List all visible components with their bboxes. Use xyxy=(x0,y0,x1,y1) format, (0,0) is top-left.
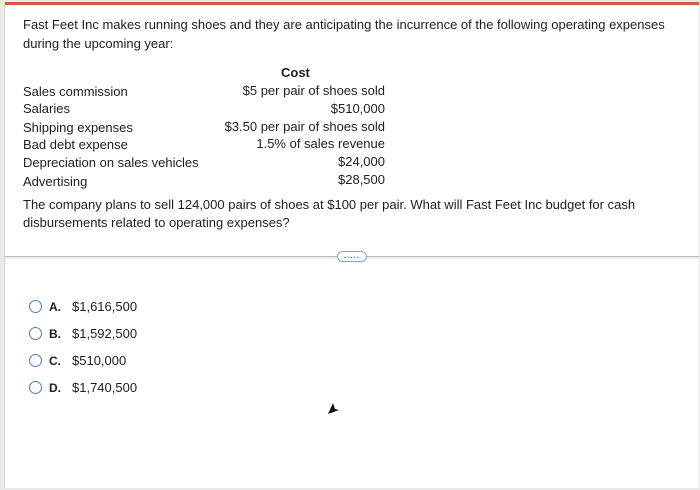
top-accent-bar xyxy=(5,2,699,5)
expense-name: Bad debt expense xyxy=(23,137,128,152)
answer-option-b[interactable] xyxy=(29,325,229,343)
option-value: $1,740,500 xyxy=(72,380,138,395)
option-value: $510,000 xyxy=(72,353,127,368)
option-letter: B. xyxy=(49,327,61,341)
expense-row xyxy=(23,82,385,100)
expense-cost: $3.50 per pair of shoes sold xyxy=(224,119,385,134)
expense-row xyxy=(23,153,385,171)
expense-cost: $28,500 xyxy=(338,172,385,187)
answer-option-c[interactable] xyxy=(29,352,229,370)
answer-option-a[interactable] xyxy=(29,298,229,316)
expense-name: Shipping expenses xyxy=(23,120,133,135)
answer-option-d[interactable] xyxy=(29,379,229,397)
option-letter: A. xyxy=(49,300,61,314)
option-value: $1,616,500 xyxy=(72,299,138,314)
expand-more-button[interactable]: ..... xyxy=(337,251,367,262)
question-card xyxy=(4,2,699,488)
expense-row xyxy=(23,118,385,136)
expense-row xyxy=(23,100,385,118)
expense-cost: $24,000 xyxy=(338,154,385,169)
radio-button-icon[interactable] xyxy=(29,354,42,367)
expense-name: Advertising xyxy=(23,174,88,189)
option-letter: D. xyxy=(49,381,61,395)
radio-button-icon[interactable] xyxy=(29,327,42,340)
cost-column-header: Cost xyxy=(281,65,310,80)
radio-button-icon[interactable] xyxy=(29,381,42,394)
expense-row xyxy=(23,171,385,189)
expense-cost: 1.5% of sales revenue xyxy=(256,136,385,151)
option-value: $1,592,500 xyxy=(72,326,138,341)
expense-cost: $510,000 xyxy=(330,101,385,116)
expense-name: Sales commission xyxy=(23,84,128,99)
radio-button-icon[interactable] xyxy=(29,300,42,313)
expense-name: Depreciation on sales vehicles xyxy=(23,155,199,170)
expense-cost: $5 per pair of shoes sold xyxy=(242,83,385,98)
expense-row xyxy=(23,135,385,153)
expense-name: Salaries xyxy=(23,101,70,116)
problem-intro: Fast Feet Inc makes running shoes and they are anticipating the incurrence of the following operating expenses during the upcoming year: xyxy=(23,17,665,51)
mouse-pointer-icon xyxy=(326,401,340,415)
question-text: The company plans to sell 124,000 pairs of shoes at $100 per pair. What will Fast Feet Inc budget for cash disbursements related to operating expenses? xyxy=(23,197,636,230)
option-letter: C. xyxy=(49,354,61,368)
